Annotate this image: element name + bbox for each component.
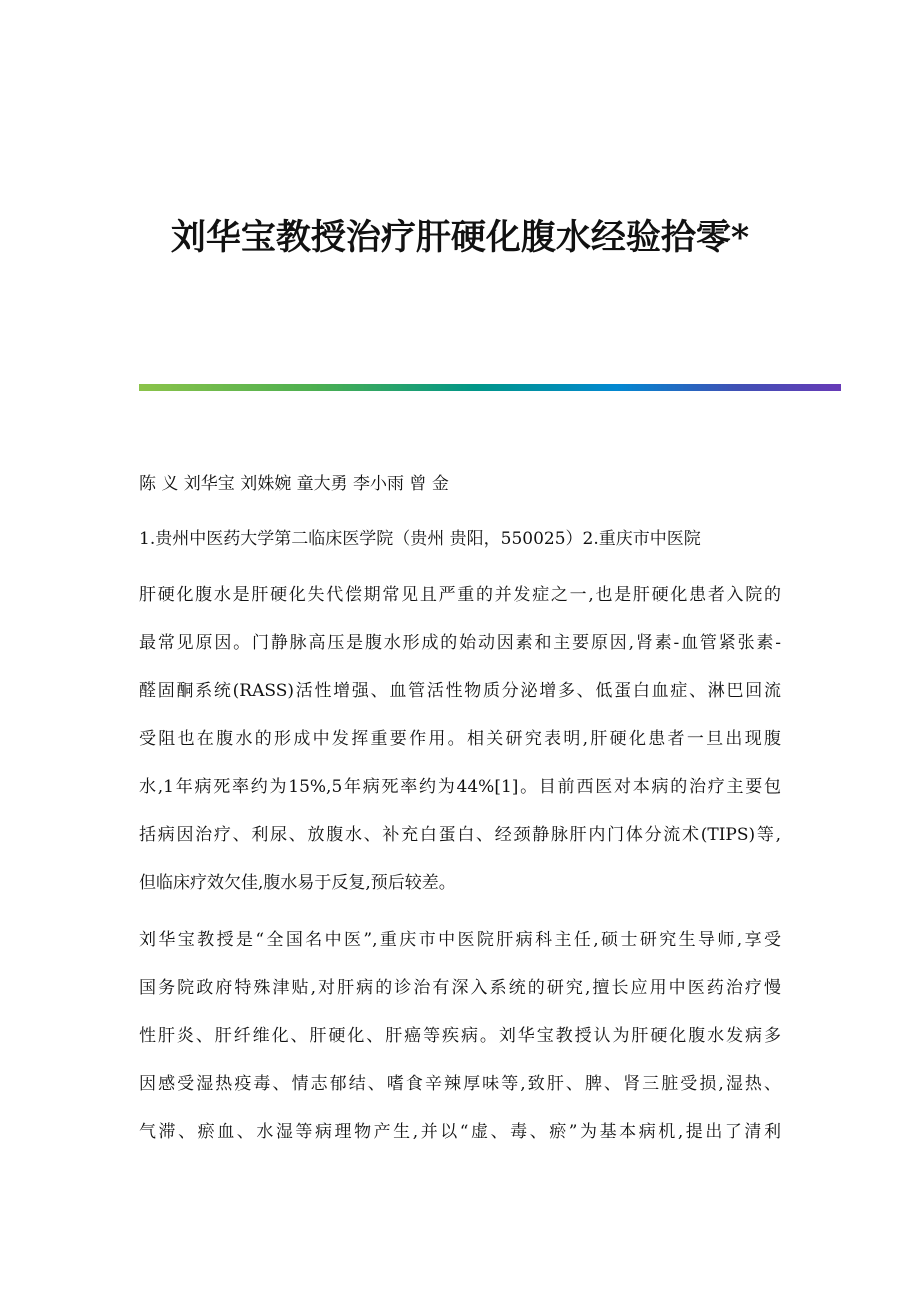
document-title: 刘华宝教授治疗肝硬化腹水经验拾零* <box>170 217 750 258</box>
affiliation: 1.贵州中医药大学第二临床医学院（贵州 贵阳，550025）2.重庆市中医院 <box>139 529 701 549</box>
paragraph-1-line: 最常见原因。门静脉高压是腹水形成的始动因素和主要原因,肾素-血管紧张素- <box>139 633 781 653</box>
paragraph-2-line: 刘华宝教授是“全国名中医”,重庆市中医院肝病科主任,硕士研究生导师,享受 <box>139 930 781 950</box>
author-list: 陈 义 刘华宝 刘姝婉 童大勇 李小雨 曾 金 <box>139 474 449 494</box>
title-divider <box>139 384 841 391</box>
paragraph-1-line: 受阻也在腹水的形成中发挥重要作用。相关研究表明,肝硬化患者一旦出现腹 <box>139 729 781 749</box>
paragraph-1-line: 肝硬化腹水是肝硬化失代偿期常见且严重的并发症之一,也是肝硬化患者入院的 <box>139 585 781 605</box>
paragraph-1-line: 水,1年病死率约为15%,5年病死率约为44%[1]。目前西医对本病的治疗主要包 <box>139 777 781 797</box>
paragraph-2-line: 国务院政府特殊津贴,对肝病的诊治有深入系统的研究,擅长应用中医药治疗慢 <box>139 978 781 998</box>
paragraph-2-line: 性肝炎、肝纤维化、肝硬化、肝癌等疾病。刘华宝教授认为肝硬化腹水发病多 <box>139 1026 781 1046</box>
paragraph-2-line: 因感受湿热疫毒、情志郁结、嗜食辛辣厚味等,致肝、脾、肾三脏受损,湿热、 <box>139 1074 781 1094</box>
paragraph-1-line: 括病因治疗、利尿、放腹水、补充白蛋白、经颈静脉肝内门体分流术(TIPS)等, <box>139 825 781 845</box>
paragraph-2-line: 气滞、瘀血、水湿等病理物产生,并以“虚、毒、瘀”为基本病机,提出了清利 <box>139 1122 781 1142</box>
paragraph-1-line: 但临床疗效欠佳,腹水易于反复,预后较差。 <box>139 873 456 893</box>
paragraph-1-line: 醛固酮系统(RASS)活性增强、血管活性物质分泌增多、低蛋白血症、淋巴回流 <box>139 681 781 701</box>
